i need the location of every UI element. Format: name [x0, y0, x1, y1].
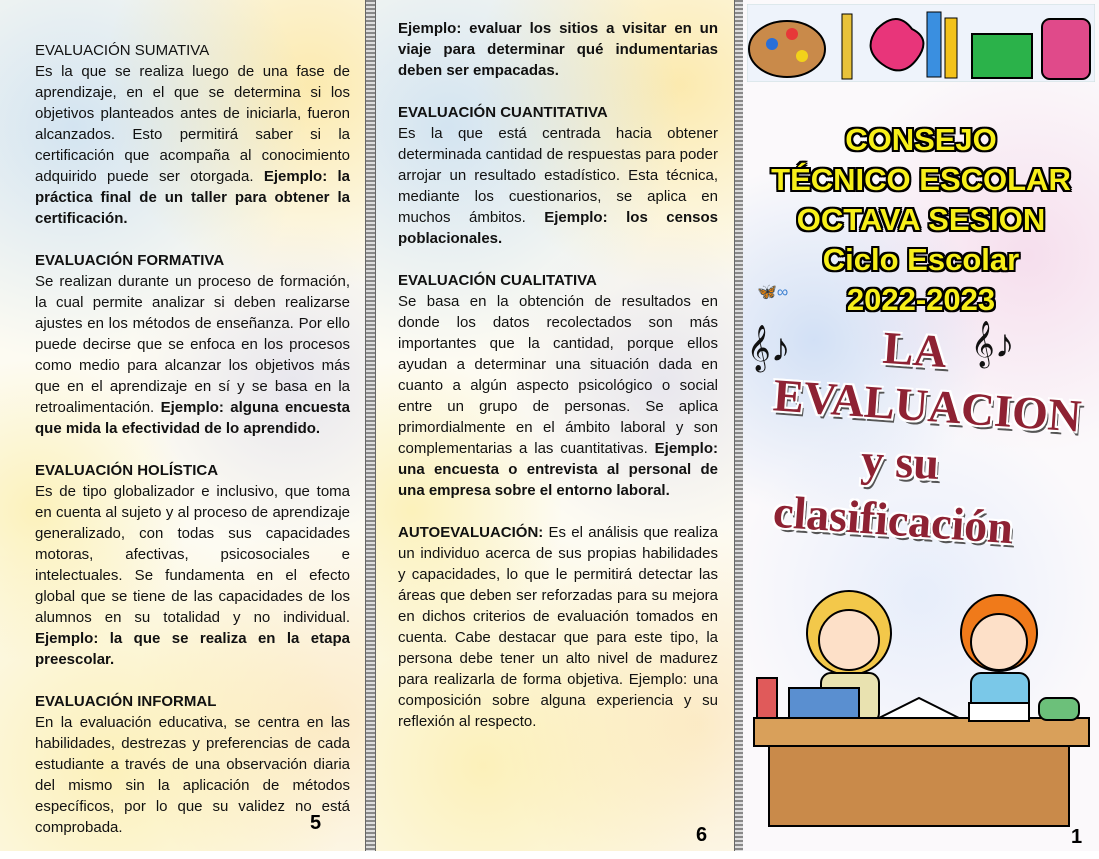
big-title-clasificacion: clasificación [771, 485, 1015, 554]
section-text: Es de tipo globalizador e inclusivo, que toma en cuenta al sujeto y al proceso de aprendizaje generalizado, con todas sus capacidades motoras, afectivas, psicosociales e intelectuales. Se fundamenta en el efecto global que se tiene de las capacidades de los alumnos en su totalidad y no individual. [35, 483, 350, 626]
section-text: Es la que está centrada hacia obtener determinada cantidad de respuestas para poder arrojar un resultado estadístico. Esta técnica, mediante los cuestionarios, se aplica en muchos ámbitos. [398, 125, 718, 226]
big-title-y-su: y su [859, 433, 941, 490]
big-title-la: LA [881, 321, 949, 378]
section-sumativa [35, 40, 350, 229]
section-holistica [35, 460, 350, 670]
section-heading: EVALUACIÓN FORMATIVA [35, 252, 225, 269]
butterfly-icon: 🦋∞ [757, 284, 789, 301]
cover-title-line: Ciclo Escolar [822, 242, 1020, 277]
section-example: Ejemplo: alguna encuesta que mida la efectividad de lo aprendido. [35, 399, 350, 437]
section-heading: EVALUACIÓN CUANTITATIVA [398, 104, 608, 121]
music-notes-icon: 𝄞♪ [971, 322, 1015, 366]
music-notes-icon: 𝄞♪ [747, 326, 791, 370]
section-heading: AUTOEVALUACIÓN: [398, 524, 549, 541]
intro-example [398, 18, 718, 81]
page-number: 6 [696, 824, 708, 846]
text-column [35, 40, 350, 859]
big-title-evaluacion: EVALUACION [771, 369, 1083, 442]
section-text: Es el análisis que realiza un individuo acerca de sus propias habilidades y capacidades, lo que le permitirá detectar las áreas que deben ser reforzadas para su mejora en dichos criterios de evaluación tomados en cuenta. Cabe destacar que para este tipo, la persona debe tener un alto nivel de madurez para realizarla de forma objetiva. Ejemplo: una composición sobre alguna experiencia y su reflexión al respecto. [398, 524, 718, 730]
section-text: Se basa en la obtención de resultados en donde los datos recolectados son más importantes que la cantidad, porque ellos ayudan a determinar una situación dada en cuanto a algún aspecto psicológico o social entre un grupo de personas. Se aplica primordialmente en el ámbito laboral y son complementarias a las cuantitativas. [398, 293, 718, 457]
panel-page-6 [376, 0, 734, 851]
section-cualitativa [398, 270, 718, 501]
section-example: Ejemplo: la práctica final de un taller para obtener la certificación. [35, 168, 350, 227]
cover-title-line: OCTAVA SESION [796, 202, 1046, 237]
section-formativa [35, 250, 350, 439]
art-supplies-illustration [747, 4, 1095, 82]
section-autoevaluacion [398, 522, 718, 732]
section-heading: EVALUACIÓN HOLÍSTICA [35, 462, 219, 479]
page-number: 1 [1071, 826, 1083, 848]
section-example: Ejemplo: los censos poblacionales. [398, 209, 718, 247]
section-text: En la evaluación educativa, se centra en las habilidades, destrezas y preferencias de cada estudiante a través de una observación diaria del mismo sin la aplicación de métodos específicos, por lo que su validez no está comprobada. [35, 714, 350, 836]
section-text: Se realizan durante un proceso de formación, la cual permite analizar si deben realizarse ajustes en los métodos de enseñanza. Por ello puede decirse que se enfoca en los procesos como medio para alcanzar los objetivos más que en el aprendizaje en sí y se basa en la retroalimentación. [35, 273, 350, 416]
section-heading: EVALUACIÓN SUMATIVA [35, 42, 210, 59]
section-example: Ejemplo: la que se realiza en la etapa preescolar. [35, 630, 350, 668]
section-example: Ejemplo: evaluar los sitios a visitar en un viaje para determinar qué indumentarias deben ser empacadas. [398, 20, 718, 79]
text-column [398, 18, 718, 753]
cover-title-line: TÉCNICO ESCOLAR [771, 162, 1071, 197]
cover-title [743, 120, 1099, 320]
cover-title-line: CONSEJO [845, 122, 997, 157]
fold-divider [365, 0, 376, 851]
section-example: Ejemplo: una encuesta o entrevista al personal de una empresa sobre el entorno laboral. [398, 440, 718, 499]
panel-page-5 [0, 0, 365, 851]
panel-cover [743, 0, 1099, 851]
students-illustration [749, 578, 1094, 830]
section-heading: EVALUACIÓN CUALITATIVA [398, 272, 597, 289]
section-text: Es la que se realiza luego de una fase de aprendizaje, en el que se determina si los objetivos planteados antes de iniciarla, fueron alcanzados. Esto permitirá saber si la certificación que acompaña al conocimiento adquirido puede ser otorgada. [35, 63, 350, 185]
section-informal [35, 691, 350, 838]
cover-title-line: 2022-2023 [846, 282, 996, 317]
page-number: 5 [310, 812, 322, 834]
section-heading: EVALUACIÓN INFORMAL [35, 693, 217, 710]
section-cuantitativa [398, 102, 718, 249]
